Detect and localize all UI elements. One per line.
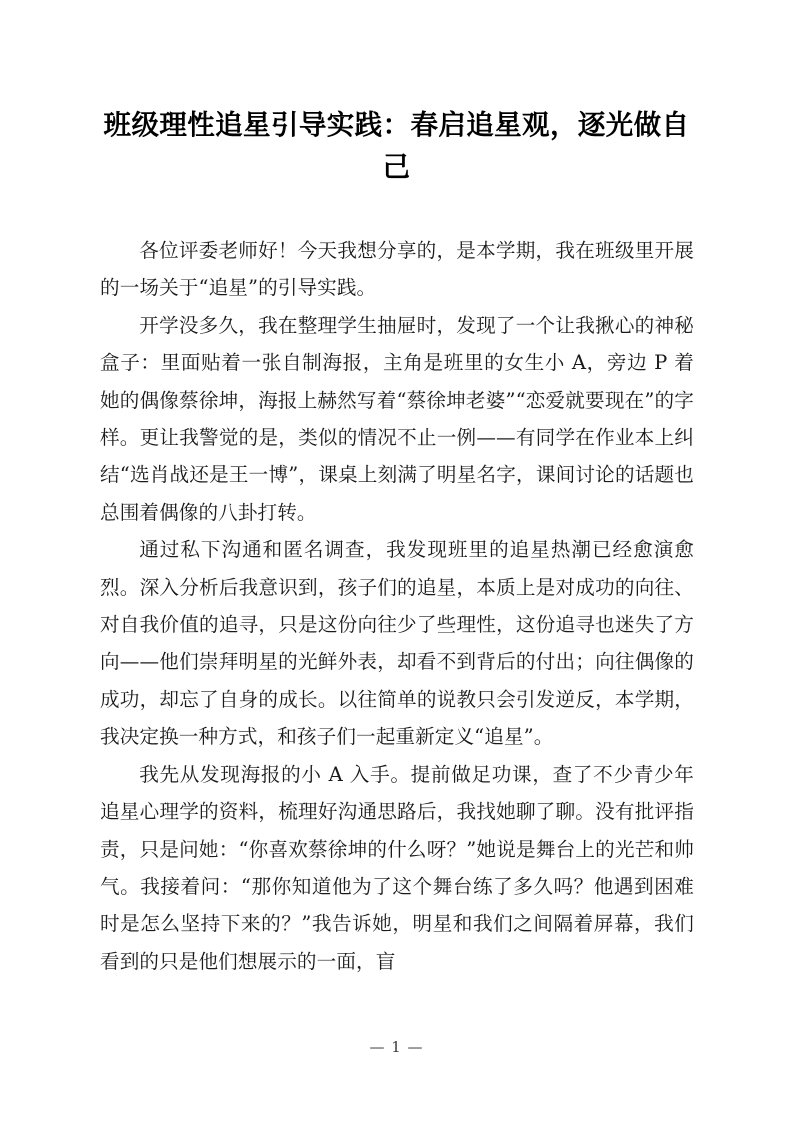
body-paragraph-2: 开学没多久，我在整理学生抽屉时，发现了一个让我揪心的神秘盒子：里面贴着一张自制海报，主角是班里的女生小 A，旁边 P 着她的偶像蔡徐坤，海报上赫然写着“蔡徐坤老婆”“恋爱就要现在”的字样。更让我警觉的是，类似的情况不止一例——有同学在作业本上纠结“选肖战还是王一博”，课桌上刻满了明星名字，课间讨论的话题也总围着偶像的八卦打转。 [100, 313, 694, 524]
body-paragraph-3: 通过私下沟通和匿名调查，我发现班里的追星热潮已经愈演愈烈。深入分析后我意识到，孩子们的追星，本质上是对成功的向往、对自我价值的追寻，只是这份向往少了些理性，这份追寻也迷失了方向——他们崇拜明星的光鲜外表，却看不到背后的付出；向往偶像的成功，却忘了自身的成长。以往简单的说教只会引发逆反，本学期，我决定换一种方式，和孩子们一起重新定义“追星”。 [100, 538, 694, 749]
document-body [100, 232, 694, 980]
body-paragraph-1: 各位评委老师好！今天我想分享的，是本学期，我在班级里开展的一场关于“追星”的引导实践。 [100, 239, 694, 300]
page-number-footer: — 1 — [369, 1038, 424, 1056]
page-title: 班级理性追星引导实践：春启追星观，逐光做自己 [103, 109, 690, 183]
body-paragraph-4: 我先从发现海报的小 A 入手。提前做足功课，查了不少青少年追星心理学的资料，梳理好沟通思路后，我找她聊了聊。没有批评指责，只是问她：“你喜欢蔡徐坤的什么呀？”她说是舞台上的光芒和帅气。我接着问：“那你知道他为了这个舞台练了多久吗？他遇到困难时是怎么坚持下来的？”我告诉她，明星和我们之间隔着屏幕，我们看到的只是他们想展示的一面，盲 [100, 762, 694, 973]
